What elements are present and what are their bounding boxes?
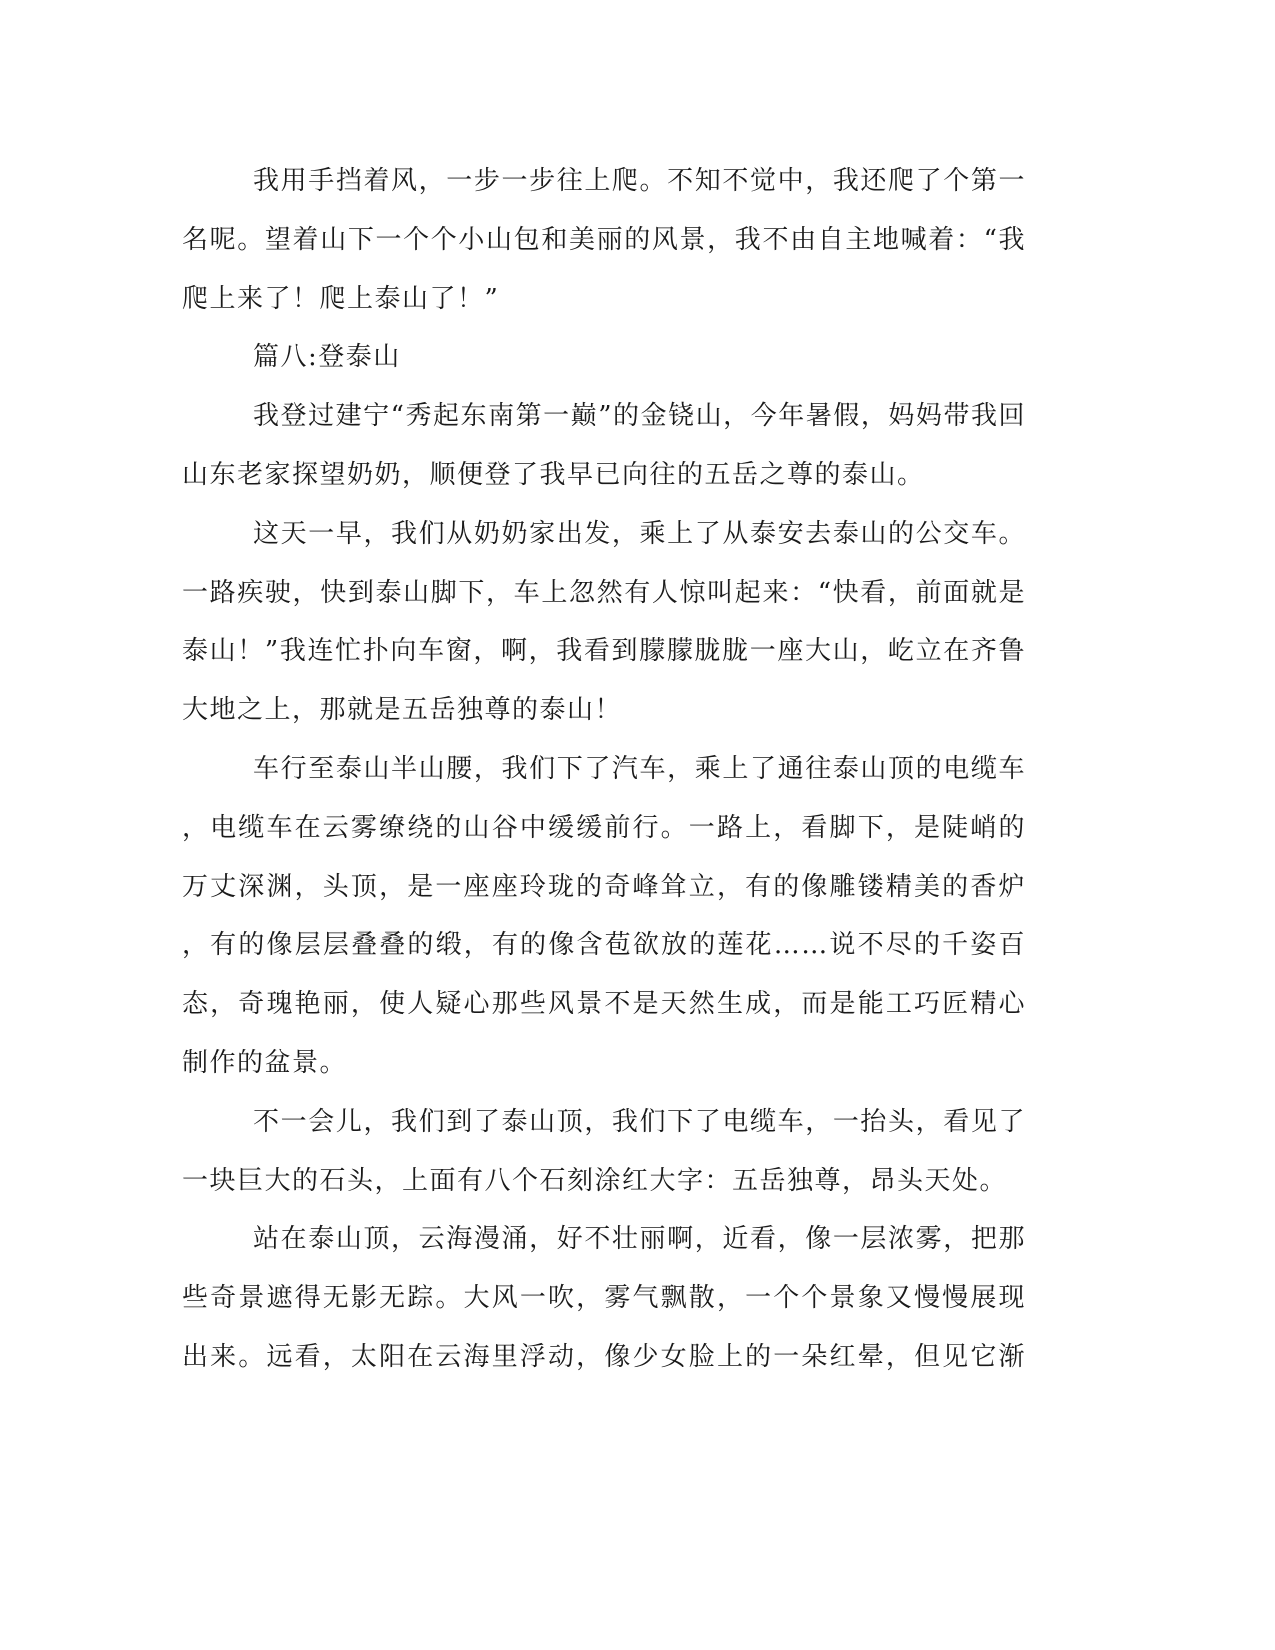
text-line: 站在泰山顶，云海漫涌，好不壮丽啊，近看，像一层浓雾，把那 (253, 1224, 1026, 1255)
text-line: 车行至泰山半山腰，我们下了汽车，乘上了通往泰山顶的电缆车 (253, 753, 1026, 784)
text-line: 大地之上，那就是五岳独尊的泰山！ (182, 695, 623, 726)
text-line: 爬上来了！爬上泰山了！” (182, 283, 500, 314)
text-line: 这天一早，我们从奶奶家出发，乘上了从泰安去泰山的公交车。 (253, 518, 1026, 549)
document-body (182, 152, 1026, 1387)
paragraph (182, 1210, 1026, 1386)
paragraph (182, 740, 1026, 1093)
text-line: 名呢。望着山下一个个小山包和美丽的风景，我不由自主地喊着：“我 (182, 224, 1026, 255)
text-line: 一块巨大的石头，上面有八个石刻涂红大字：五岳独尊，昂头天处。 (182, 1165, 1008, 1196)
text-line: 我登过建宁“秀起东南第一巅”的金铙山，今年暑假，妈妈带我回 (253, 401, 1026, 432)
text-line: 些奇景遮得无影无踪。大风一吹，雾气飘散，一个个景象又慢慢展现 (182, 1283, 1026, 1314)
text-line: 山东老家探望奶奶，顺便登了我早已向往的五岳之尊的泰山。 (182, 459, 925, 490)
paragraph (182, 387, 1026, 505)
text-line: 不一会儿，我们到了泰山顶，我们下了电缆车，一抬头，看见了 (253, 1106, 1026, 1137)
text-line: ，有的像层层叠叠的缎，有的像含苞欲放的莲花……说不尽的千姿百 (182, 930, 1026, 961)
text-line: 出来。远看，太阳在云海里浮动，像少女脸上的一朵红晕，但见它渐 (182, 1341, 1026, 1372)
text-line: 我用手挡着风，一步一步往上爬。不知不觉中，我还爬了个第一 (253, 166, 1026, 196)
paragraph (182, 505, 1026, 740)
text-line: 一路疾驶，快到泰山脚下，车上忽然有人惊叫起来：“快看，前面就是 (182, 577, 1026, 608)
text-line: 制作的盆景。 (182, 1047, 348, 1078)
text-line: 万丈深渊，头顶，是一座座玲珑的奇峰耸立，有的像雕镂精美的香炉 (182, 871, 1026, 902)
paragraph (182, 328, 1026, 387)
text-line: 篇八:登泰山 (253, 342, 401, 373)
paragraph (182, 1093, 1026, 1211)
text-line: ，电缆车在云雾缭绕的山谷中缓缓前行。一路上，看脚下，是陡峭的 (182, 812, 1026, 843)
text-line: 泰山！”我连忙扑向车窗，啊，我看到朦朦胧胧一座大山，屹立在齐鲁 (182, 636, 1026, 667)
text-line: 态，奇瑰艳丽，使人疑心那些风景不是天然生成，而是能工巧匠精心 (182, 989, 1026, 1020)
paragraph (182, 152, 1026, 328)
